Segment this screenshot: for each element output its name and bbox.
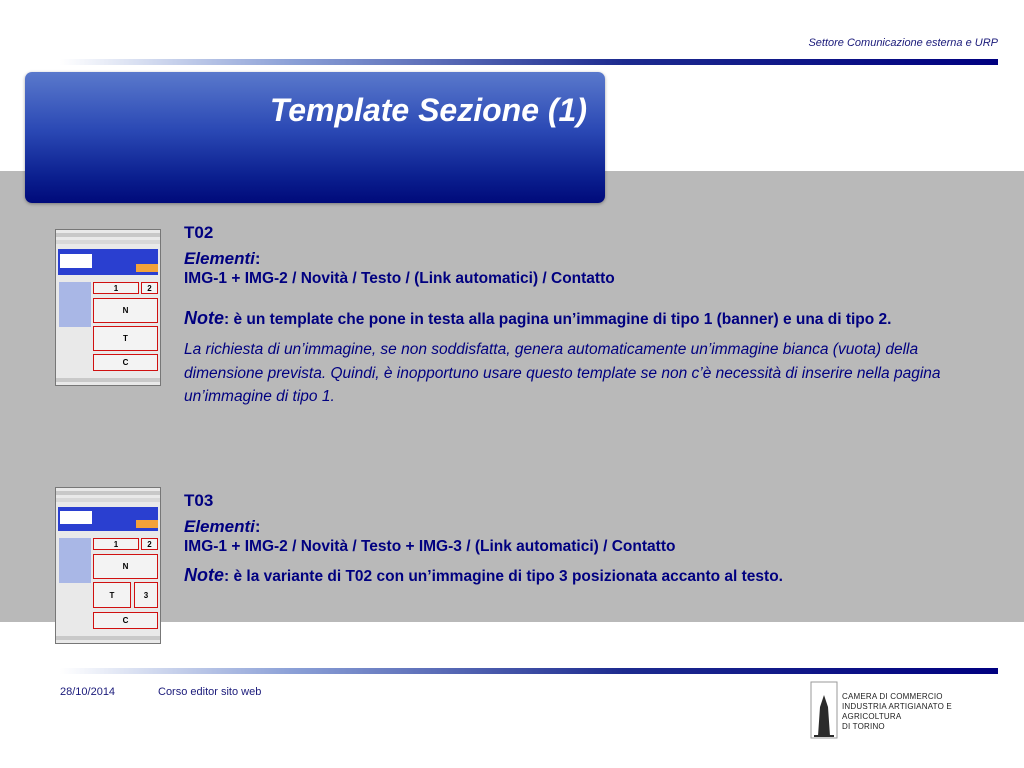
section-t02 bbox=[184, 223, 984, 409]
section-code: T03 bbox=[184, 491, 214, 510]
elements-colon: : bbox=[254, 517, 261, 536]
thumb-status-bar bbox=[56, 378, 160, 382]
note-extra: La richiesta di un’immagine, se non soddisfatta, genera automaticamente un’immagine bianca (vuota) della dimensione prevista. Quindi, è inopportuno usare questo template se non c’è necessità di inserire nella pagina un’immagine di tipo 1. bbox=[184, 341, 941, 405]
thumb-contact-box: C bbox=[93, 612, 158, 629]
thumb-sidebar bbox=[59, 282, 91, 327]
thumb-toolbar bbox=[56, 498, 160, 502]
header-rule bbox=[60, 59, 998, 65]
section-t03 bbox=[184, 491, 984, 589]
footer-course: Corso editor sito web bbox=[158, 686, 262, 698]
thumb-banner-white bbox=[60, 511, 92, 524]
mole-antonelliana-icon bbox=[810, 681, 838, 739]
logo-text bbox=[842, 692, 1010, 732]
elements-value: IMG-1 + IMG-2 / Novità / Testo / (Link automatici) / Contatto bbox=[184, 270, 615, 287]
thumbnail-t03 bbox=[55, 487, 161, 644]
thumb-toolbar bbox=[56, 491, 160, 495]
elements-label: Elementi bbox=[184, 517, 255, 536]
thumb-toolbar bbox=[56, 233, 160, 237]
logo-line: INDUSTRIA ARTIGIANATO E AGRICOLTURA bbox=[842, 702, 952, 721]
footer-date: 28/10/2014 bbox=[60, 686, 116, 698]
thumb-img1-box: 1 bbox=[93, 282, 139, 294]
thumb-toolbar bbox=[56, 240, 160, 244]
thumb-text-box: T bbox=[93, 582, 131, 608]
elements-value: IMG-1 + IMG-2 / Novità / Testo + IMG-3 / (Link automatici) / Contatto bbox=[184, 538, 676, 555]
elements-label: Elementi bbox=[184, 249, 255, 268]
logo-line: CAMERA DI COMMERCIO bbox=[842, 692, 943, 701]
thumb-img1-box: 1 bbox=[93, 538, 139, 550]
thumb-img2-box: 2 bbox=[141, 282, 158, 294]
section-code: T02 bbox=[184, 223, 214, 242]
title-box bbox=[25, 72, 605, 203]
note-text: : è un template che pone in testa alla pagina un’immagine di tipo 1 (banner) e una di tipo 2. bbox=[224, 311, 892, 328]
note-label: Note bbox=[184, 565, 224, 585]
thumb-img3-box: 3 bbox=[134, 582, 158, 608]
thumbnail-t02 bbox=[55, 229, 161, 386]
thumb-contact-box: C bbox=[93, 354, 158, 371]
thumb-status-bar bbox=[56, 636, 160, 640]
logo-line: DI TORINO bbox=[842, 722, 885, 731]
chamber-logo bbox=[810, 681, 1010, 741]
thumb-news-box: N bbox=[93, 298, 158, 323]
thumb-banner-orange bbox=[136, 264, 158, 272]
thumb-img2-box: 2 bbox=[141, 538, 158, 550]
header-department: Settore Comunicazione esterna e URP bbox=[808, 37, 998, 49]
thumb-banner-orange bbox=[136, 520, 158, 528]
note-paragraph bbox=[184, 565, 799, 589]
note-text: : è la variante di T02 con un’immagine di tipo 3 posizionata accanto al testo. bbox=[224, 568, 783, 585]
thumb-news-box: N bbox=[93, 554, 158, 579]
elements-heading bbox=[184, 517, 984, 537]
thumb-text-box: T bbox=[93, 326, 158, 351]
footer-rule bbox=[60, 668, 998, 674]
elements-colon: : bbox=[254, 249, 261, 268]
note-paragraph bbox=[184, 308, 974, 332]
note-label: Note bbox=[184, 308, 224, 328]
thumb-sidebar bbox=[59, 538, 91, 583]
slide-title: Template Sezione (1) bbox=[269, 92, 587, 128]
thumb-banner-white bbox=[60, 254, 92, 268]
elements-heading bbox=[184, 249, 984, 269]
